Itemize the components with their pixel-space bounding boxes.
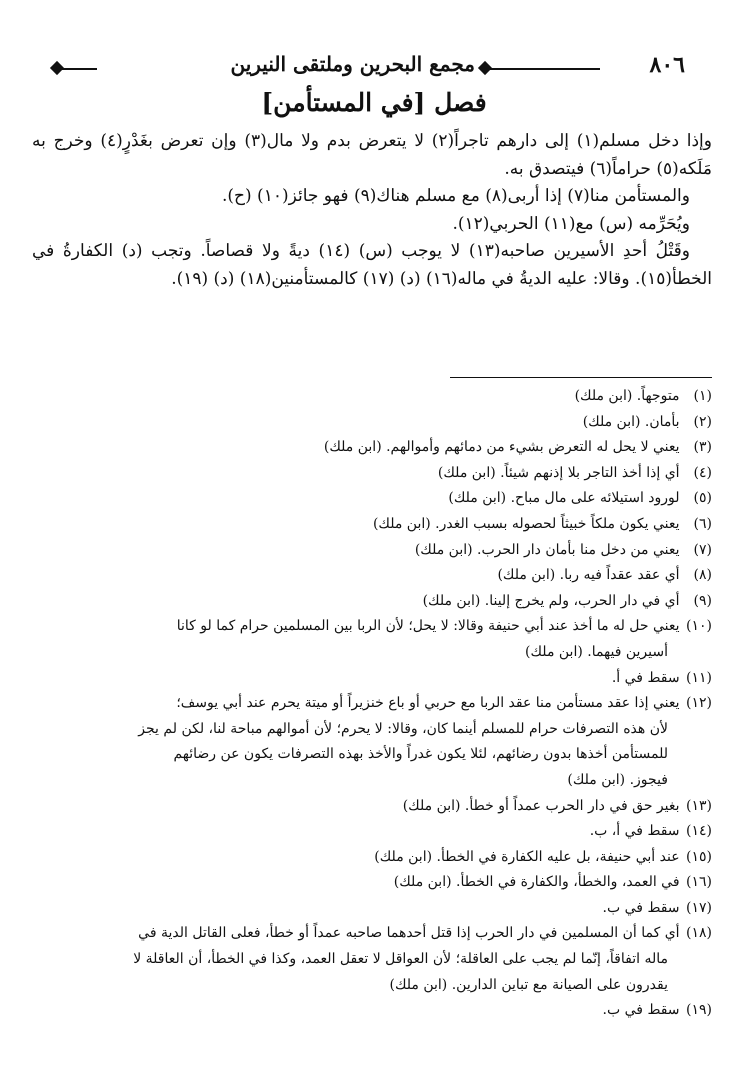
footnote-continuation: لأن هذه التصرفات حرام للمسلم أينما كان، وقالا: لا يحرم؛ لأن أموالهم مباحة لنا، لكن لم يجز [138,720,668,737]
footnote [32,486,712,512]
footnote [32,794,712,820]
footnote-text: يعني إذا عقد مستأمن منا عقد الربا مع حربي أو باع خنزيراً أو ميتة يحرم عند أبي يوسف؛ [176,695,680,712]
header-diamond-icon [50,61,64,75]
footnote-text: بغير حق في دار الحرب عمداً أو خطأ. (ابن ملك) [402,797,680,814]
footnotes [32,384,712,1024]
footnote-text: في العمد، والخطأ، والكفارة في الخطأ. (ابن ملك) [393,874,680,891]
footnote-number: (٦) [693,515,712,532]
footnote-text: أي كما أن المسلمين في دار الحرب إذا قتل أحدهما صاحبه عمداً أو خطأ، فعلى القاتل الدية في [138,925,680,942]
footnote [32,538,712,564]
footnote-number: (٧) [693,541,712,558]
page-number: ٨٠٦ [649,52,685,78]
footnote [32,819,712,845]
footnote-number: (١١) [686,669,712,686]
footnote-continuation: يقدرون على الصيانة مع تباين الدارين. (ابن ملك) [389,976,668,993]
footnote-number: (١٩) [686,1002,712,1019]
footnote-number: (١٠) [686,618,712,635]
footnote [32,921,712,998]
footnote-text: سقط في ب. [602,899,680,916]
footnote-text: يعني حل له ما أخذ عند أبي حنيفة وقالا: لا يحل؛ لأن الربا بين المسلمين حرام كما لو كانا [176,618,680,635]
footnote-continuation: فيجوز. (ابن ملك) [567,771,668,788]
footnote-number: (١٨) [686,925,712,942]
footnote-text: بأمان. (ابن ملك) [582,413,680,430]
footnote [32,435,712,461]
footnote [32,410,712,436]
footnote-number: (١٦) [686,874,712,891]
footnote-number: (١٥) [686,848,712,865]
footnote-number: (١٣) [686,797,712,814]
footnote-text: أي في دار الحرب، ولم يخرج إلينا. (ابن ملك) [422,592,680,609]
footnote-number: (٤) [693,464,712,481]
paragraph: وإذا دخل مسلم(١) إلى دارهم تاجراً(٢) لا يتعرض بدم ولا مال(٣) وإن تعرض بغَدْرٍ(٤) وخرج به مَلَكه(٥) حراماً(٦) فيتصدق به. [32,131,712,179]
footnote [32,589,712,615]
footnote-text: يعني من دخل منا بأمان دار الحرب. (ابن ملك) [414,541,680,558]
footnote-number: (٣) [693,439,712,456]
footnote-text: أي إذا أخذ التاجر بلا إذنهم شيئاً. (ابن ملك) [437,464,680,481]
footnote-number: (٥) [693,490,712,507]
paragraph: ويُحَرِّمه (س) مع(١١) الحربي(١٢). [452,213,690,234]
footnote-text: سقط في ب. [602,1002,680,1019]
footnote-number: (٩) [693,592,712,609]
footnote [32,870,712,896]
footnote-text: يعني لا يحل له التعرض بشيء من دمائهم وأموالهم. (ابن ملك) [323,439,680,456]
footnote-text: سقط في أ. [611,669,680,686]
running-header [30,50,685,84]
footnote-number: (١٢) [686,695,712,712]
footnote [32,896,712,922]
footnote [32,384,712,410]
header-rule-left [62,68,97,70]
section-title: فصل [في المستأمن] [261,88,487,117]
main-text [32,128,712,293]
footnote [32,614,712,665]
footnote-text: يعني يكون ملكاً خبيثاً لحصوله بسبب الغدر. (ابن ملك) [372,515,680,532]
footnote-text: سقط في أ، ب. [589,823,680,840]
footnote-number: (١٤) [686,823,712,840]
footnote [32,563,712,589]
footnote-text: عند أبي حنيفة، بل عليه الكفارة في الخطأ. (ابن ملك) [374,848,680,865]
footnote [32,998,712,1024]
footnote-number: (٨) [693,567,712,584]
footnote-separator [450,377,712,378]
footnote [32,845,712,871]
paragraph: وقَتْلُ أحدِ الأسيرين صاحبه(١٣) لا يوجب (س) (١٤) ديةً ولا قصاصاً. وتجب (د) الكفارةُ في الخطأ(١٥). وقالا: عليه الديةُ في ماله(١٦) (د) (١٧) كالمستأمنين(١٨) (د) (١٩). [32,241,712,289]
paragraph: والمستأمن منا(٧) إذا أربى(٨) مع مسلم هناك(٩) فهو جائز(١٠) (ح). [222,186,690,206]
footnote-continuation: أسيرين فيهما. (ابن ملك) [525,643,668,660]
footnote-text: لورود استيلائه على مال مباح. (ابن ملك) [448,490,680,507]
header-rule-right [485,68,600,70]
footnote [32,512,712,538]
footnote-text: متوجهاً. (ابن ملك) [574,388,680,404]
footnote-number: (١) [693,388,712,404]
footnote-number: (٢) [693,413,712,430]
book-title: مجمع البحرين وملتقى النيرين [230,52,475,76]
footnote-text: أي عقد عقداً فيه ربا. (ابن ملك) [497,567,680,584]
header-diamond-icon [478,61,492,75]
footnote-continuation: ماله اتفاقاً، إنّما لم يجب على العاقلة؛ لأن العواقل لا تعقل العمد، وكذا في الخطأ، أن العاقلة لا [133,951,668,968]
footnote [32,666,712,692]
footnote [32,461,712,487]
footnote [32,691,712,793]
footnote-number: (١٧) [686,899,712,916]
footnote-continuation: للمستأمن أخذها بدون رضائهم، لئلا يكون غدراً والأخذ بهذه التصرفات يكون عن رضائهم [173,746,668,763]
